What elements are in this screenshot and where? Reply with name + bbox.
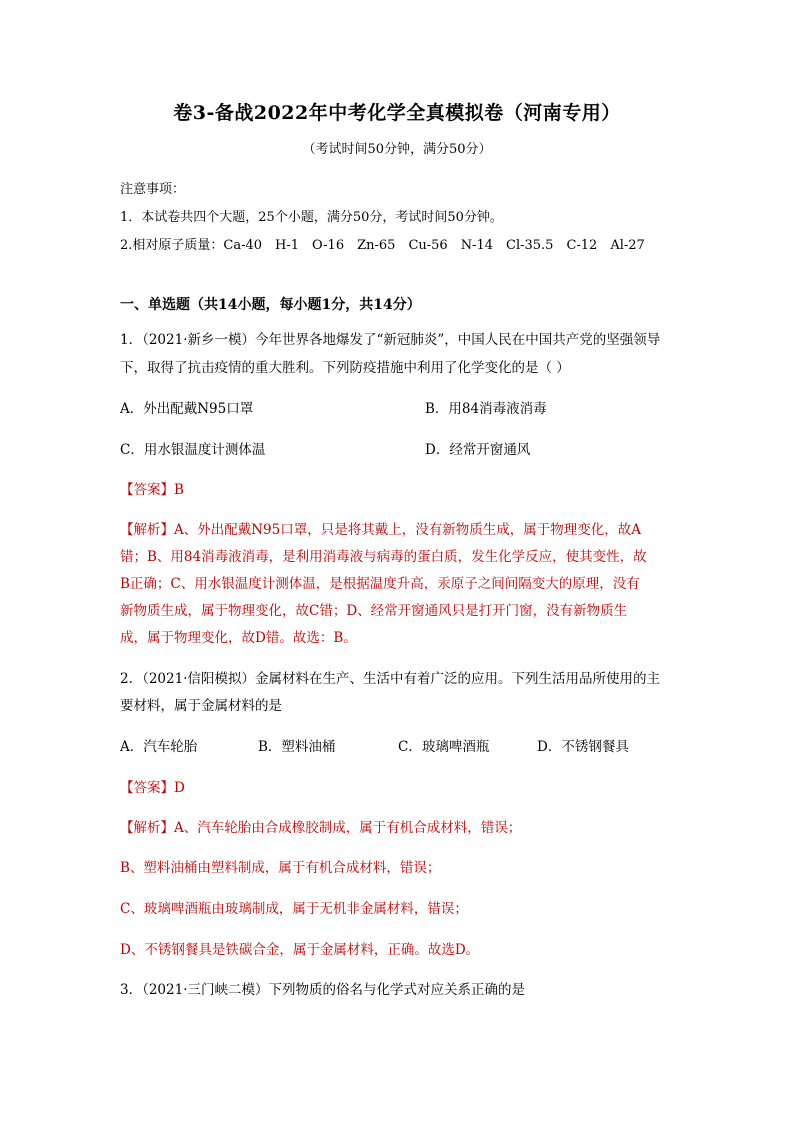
question-2-line-1: 2．（2021·信阳模拟）金属材料在生产、生活中有着广泛的应用。下列生活用品所使用的主 xyxy=(120,671,660,687)
question-1-answer: 【答案】B xyxy=(120,482,184,498)
question-1-option-d: D．经常开窗通风 xyxy=(425,442,531,458)
question-1-analysis-line: B正确；C、用水银温度计测体温，是根据温度升高，汞原子之间间隔变大的原理，没有 xyxy=(120,576,640,592)
question-1-line-1: 1．（2021·新乡一模）今年世界各地爆发了“新冠肺炎”，中国人民在中国共产党的坚强领导 xyxy=(120,332,661,348)
question-2-option-b: B．塑料油桶 xyxy=(258,739,336,755)
question-1-analysis-line: 成，属于物理变化，故D错。故选：B。 xyxy=(120,630,357,646)
question-2-analysis-line: B、塑料油桶由塑料制成，属于有机合成材料，错误； xyxy=(120,860,441,876)
notes-line-2: 2.相对原子质量：Ca-40 H-1 O-16 Zn-65 Cu-56 N-14 Cl-35.5 C-12 Al-27 xyxy=(120,238,645,253)
question-3-line-1: 3．（2021·三门峡二模）下列物质的俗名与化学式对应关系正确的是 xyxy=(120,982,525,998)
question-1-option-c: C．用水银温度计测体温 xyxy=(120,442,266,458)
page-subtitle: （考试时间50分钟，满分50分） xyxy=(302,142,492,157)
page-title: 卷3-备战2022年中考化学全真模拟卷（河南专用） xyxy=(173,102,621,124)
question-2-option-c: C．玻璃啤酒瓶 xyxy=(398,739,490,755)
question-2-line-2: 要材料，属于金属材料的是 xyxy=(120,698,282,714)
question-1-option-b: B．用84消毒液消毒 xyxy=(425,401,547,417)
question-1-analysis-line: 错；B、用84消毒液消毒，是利用消毒液与病毒的蛋白质，发生化学反应，使其变性，故 xyxy=(120,549,647,565)
question-2-analysis-line: C、玻璃啤酒瓶由玻璃制成，属于无机非金属材料，错误； xyxy=(120,901,468,917)
question-2-analysis-line: 【解析】A、汽车轮胎由合成橡胶制成，属于有机合成材料，错误； xyxy=(120,820,522,836)
question-2-answer: 【答案】D xyxy=(120,780,185,796)
question-1-line-2: 下，取得了抗击疫情的重大胜利。下列防疫措施中利用了化学变化的是（ ） xyxy=(120,360,570,376)
question-2-analysis-line: D、不锈钢餐具是铁碳合金，属于金属材料，正确。故选D。 xyxy=(120,942,480,958)
notes-heading: 注意事项： xyxy=(120,182,186,197)
notes-line-1: 1．本试卷共四个大题，25个小题，满分50分，考试时间50分钟。 xyxy=(120,210,503,225)
question-2-option-d: D．不锈钢餐具 xyxy=(537,739,629,755)
question-1-option-a: A．外出配戴N95口罩 xyxy=(120,401,254,417)
question-2-option-a: A．汽车轮胎 xyxy=(120,739,198,755)
question-1-analysis-line: 【解析】A、外出配戴N95口罩，只是将其戴上，没有新物质生成，属于物理变化，故A xyxy=(120,522,641,538)
section-heading: 一、单选题（共14小题，每小题1分，共14分） xyxy=(120,297,421,313)
question-1-analysis-line: 新物质生成，属于物理变化，故C错；D、经常开窗通风只是打开门窗，没有新物质生 xyxy=(120,603,628,619)
